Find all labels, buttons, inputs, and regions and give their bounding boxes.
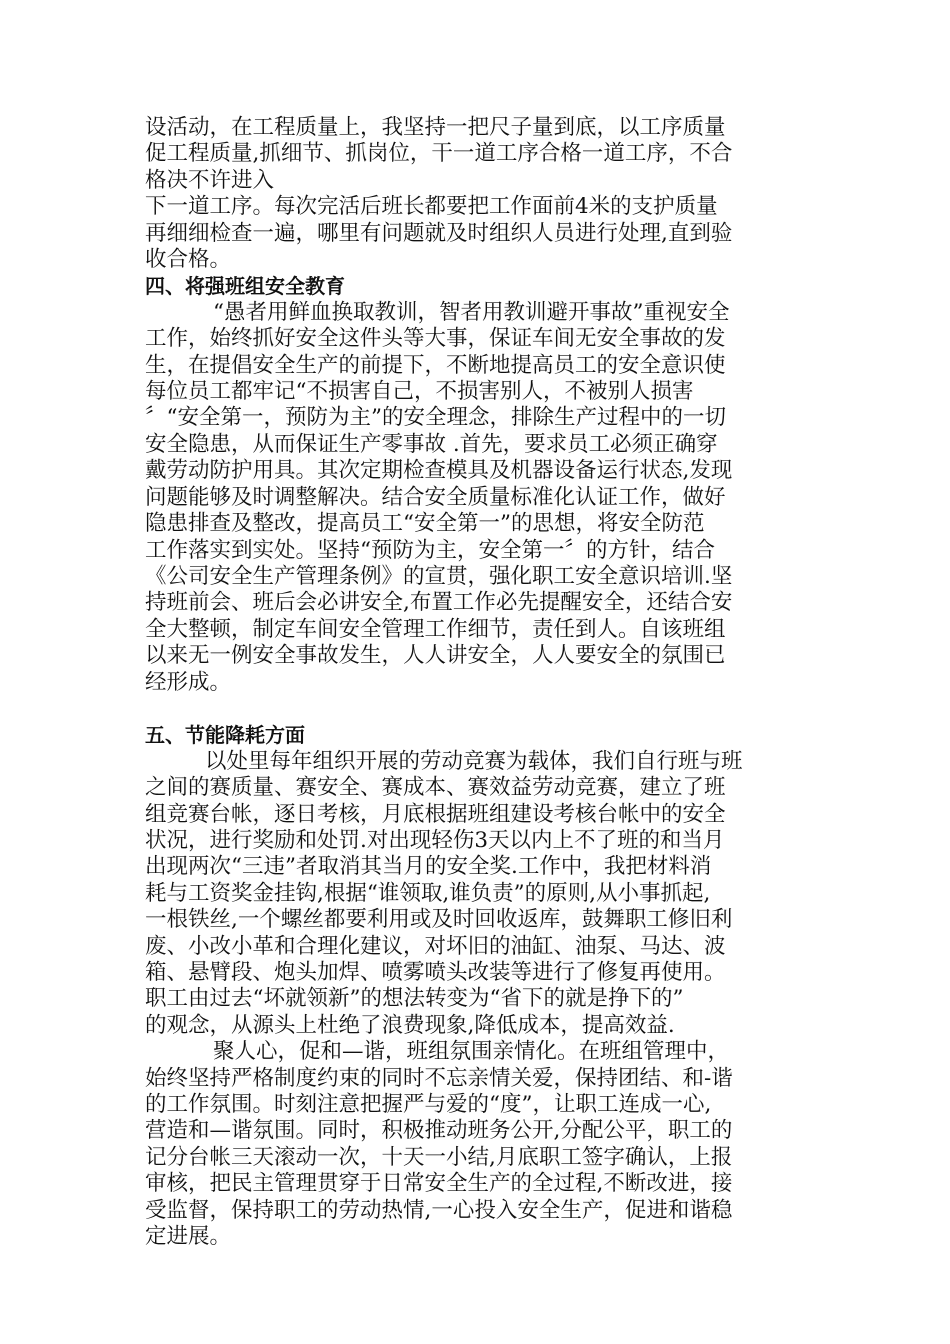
text-line: 的观念，从源头上杜绝了浪费现象,降低成本，提高效益. <box>145 1012 675 1038</box>
text-line: 〞“安全第一，预防为主”的安全理念，排除生产过程中的一切 <box>145 405 726 431</box>
text-line: 经形成。 <box>145 669 232 695</box>
section-heading-safety-education: 四、将强班组安全教育 <box>145 274 345 299</box>
text-line: 之间的赛质量、赛安全、赛成本、赛效益劳动竞赛，建立了班 <box>145 775 726 801</box>
paragraph-spacer <box>145 696 815 722</box>
text-line: 聚人心，促和—谐，班组氛围亲情化。在班组管理中， <box>213 1039 730 1065</box>
text-line: 格决不许进入 <box>145 167 275 193</box>
text-line: 审核，把民主管理贯穿于日常安全生产的全过程,不断改进，接 <box>145 1171 733 1197</box>
text-line: 《公司安全生产管理条例》的宣贯，强化职工安全意识培训.坚 <box>145 563 733 589</box>
text-line: 持班前会、班后会必讲安全,布置工作必先提醒安全，还结合安 <box>145 590 733 616</box>
text-line: 受监督，保持职工的劳动热情,一心投入安全生产，促进和谐稳 <box>145 1197 733 1223</box>
text-line: 状况，进行奖励和处罚.对出现轻伤3天以内上不了班的和当月 <box>145 827 725 853</box>
text-line: 组竞赛台帐，逐日考核，月底根据班组建设考核台帐中的安全 <box>145 801 726 827</box>
text-line: 耗与工资奖金挂钩,根据“谁领取,谁负责”的原则,从小事抓起, <box>145 880 711 906</box>
text-line: 问题能够及时调整解决。结合安全质量标准化认证工作，做好 <box>145 484 726 510</box>
text-line: 箱、悬臂段、炮头加焊、喷雾喷头改装等进行了修复再使用。 <box>145 959 726 985</box>
text-line: 废、小改小革和合理化建议，对坏旧的油缸、油泵、马达、波 <box>145 933 726 959</box>
section-heading-energy-saving: 五、节能降耗方面 <box>145 723 305 748</box>
text-line: 每位员工都牢记“不损害自己，不损害别人，不被别人损害 <box>145 379 694 405</box>
text-line: 营造和—谐氛围。同时，积极推动班务公开,分配公平，职工的 <box>145 1118 733 1144</box>
text-line: 再细细检查一遍，哪里有问题就及时组织人员进行处理,直到验 <box>145 220 733 246</box>
text-line: 工作落实到实处。坚持“预防为主，安全第一〞的方针，结合 <box>145 537 715 563</box>
text-line: 出现两次“三违”者取消其当月的安全奖.工作中，我把材料消 <box>145 854 712 880</box>
text-line: 促工程质量,抓细节、抓岗位，干一道工序合格一道工序，不合 <box>145 141 733 167</box>
text-line: 一根铁丝,一个螺丝都要利用或及时回收返库，鼓舞职工修旧利 <box>145 907 733 933</box>
text-line: “愚者用鲜血换取教训，智者用教训避开事故”重视安全 <box>213 299 730 325</box>
text-line: 工作，始终抓好安全这件头等大事，保证车间无安全事故的发 <box>145 326 726 352</box>
document-body <box>145 115 815 1250</box>
text-line: 收合格。 <box>145 247 232 273</box>
text-line: 下一道工序。每次完活后班长都要把工作面前4米的支护质量 <box>145 194 718 220</box>
text-line: 以处里每年组织开展的劳动竞赛为载体，我们自行班与班 <box>205 748 743 774</box>
text-line: 始终坚持严格制度约束的同时不忘亲情关爱，保持团结、和-谐 <box>145 1065 733 1091</box>
text-line: 设活动，在工程质量上，我坚持一把尺子量到底，以工序质量 <box>145 115 726 140</box>
text-line: 生，在提倡安全生产的前提下，不断地提高员工的安全意识使 <box>145 352 726 378</box>
text-line: 定进展。 <box>145 1224 232 1250</box>
text-line: 以来无一例安全事故发生，人人讲安全，人人要安全的氛围已 <box>145 643 726 669</box>
text-line: 职工由过去“坏就领新”的想法转变为“省下的就是挣下的” <box>145 986 684 1012</box>
text-line: 隐患排查及整改，提高员工“安全第一”的思想，将安全防范 <box>145 511 705 537</box>
text-line: 戴劳动防护用具。其次定期检查模具及机器设备运行状态,发现 <box>145 458 733 484</box>
text-line: 记分台帐三天滚动一次，十天一小结,月底职工签字确认，上报 <box>145 1144 733 1170</box>
text-line: 安全隐患，从而保证生产零事故 .首先，要求员工必须正确穿 <box>145 431 718 457</box>
text-line: 全大整顿，制定车间安全管理工作细节，责任到人。自该班组 <box>145 616 726 642</box>
text-line: 的工作氛围。时刻注意把握严与爱的“度”，让职工连成一心, <box>145 1092 712 1118</box>
